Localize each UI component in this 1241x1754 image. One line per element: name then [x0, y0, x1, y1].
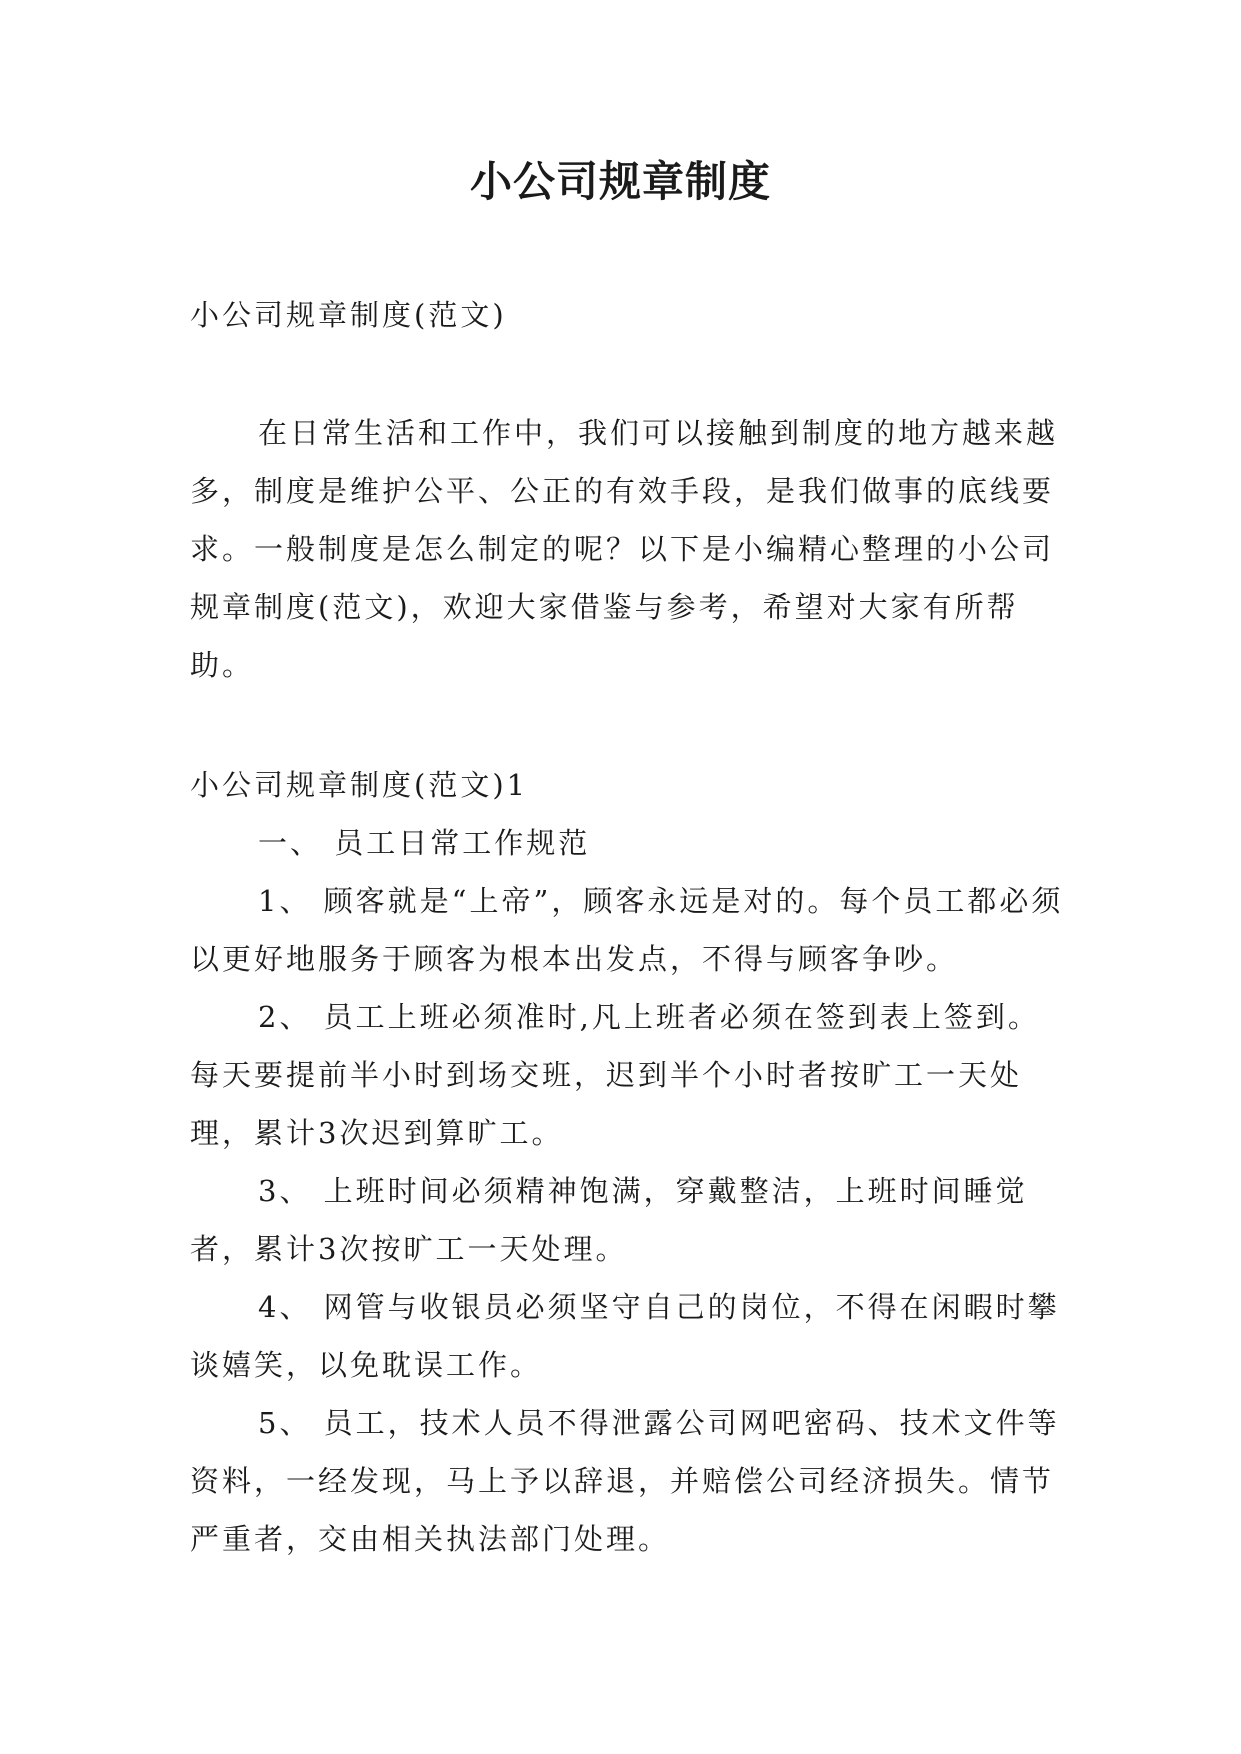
document-title: 小公司规章制度: [469, 157, 771, 206]
section-title: 小公司规章制度(范文)1: [190, 768, 529, 802]
section-heading: 一、 员工日常工作规范: [258, 826, 591, 860]
rule-item-1: 1、 顾客就是“上帝”，顾客永远是对的。每个员工都必须以更好地服务于顾客为根本出发点，不得与顾客争吵。: [190, 884, 1064, 976]
rule-item-5: 5、 员工，技术人员不得泄露公司网吧密码、技术文件等资料，一经发现，马上予以辞退，并赔偿公司经济损失。情节严重者，交由相关执法部门处理。: [190, 1406, 1060, 1556]
intro-paragraph: 在日常生活和工作中，我们可以接触到制度的地方越来越多，制度是维护公平、公正的有效手段，是我们做事的底线要求。一般制度是怎么制定的呢？以下是小编精心整理的小公司规章制度(范文)，欢迎大家借鉴与参考，希望对大家有所帮助。: [190, 416, 1059, 682]
document-subtitle: 小公司规章制度(范文): [190, 298, 507, 332]
rule-item-3: 3、 上班时间必须精神饱满，穿戴整洁，上班时间睡觉者，累计3次按旷工一天处理。: [190, 1174, 1028, 1266]
rule-item-2: 2、 员工上班必须准时,凡上班者必须在签到表上签到。每天要提前半小时到场交班，迟到半个小时者按旷工一天处理，累计3次迟到算旷工。: [190, 1000, 1040, 1150]
rule-item-4: 4、 网管与收银员必须坚守自己的岗位，不得在闲暇时攀谈嬉笑，以免耽误工作。: [190, 1290, 1060, 1382]
